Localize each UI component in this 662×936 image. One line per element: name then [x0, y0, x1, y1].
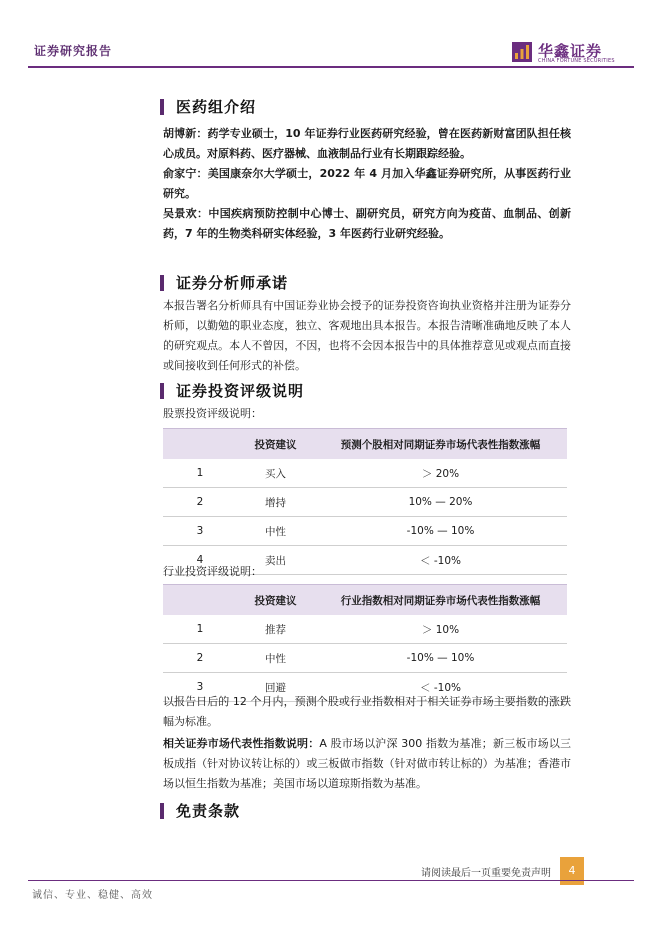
- heading-bar-icon: [160, 99, 164, 115]
- footer-disclaimer-note: 请阅读最后一页重要免责声明: [421, 868, 551, 879]
- row-advice: 增持: [237, 488, 314, 517]
- row-index: 2: [163, 644, 237, 673]
- row-advice: 推荐: [237, 615, 314, 644]
- table-row: [163, 615, 567, 644]
- member-name: 俞家宁：: [163, 167, 208, 180]
- row-range: ＜ -10%: [314, 546, 567, 575]
- footer-divider: [28, 880, 634, 881]
- page-number: 4: [560, 857, 584, 885]
- row-range: -10% — 10%: [314, 644, 567, 673]
- team-member-1: [163, 124, 571, 164]
- row-range: -10% — 10%: [314, 517, 567, 546]
- table-row: [163, 644, 567, 673]
- team-member-2: [163, 164, 571, 204]
- stock-rating-table: [163, 428, 567, 575]
- member-bio: 美国康奈尔大学硕士，2022 年 4 月加入华鑫证券研究所，从事医药行业研究。: [163, 167, 571, 200]
- row-index: 3: [163, 673, 237, 702]
- logo-chinese-name: 华鑫证券: [538, 42, 603, 60]
- heading-bar-icon: [160, 275, 164, 291]
- row-range: ＜ -10%: [314, 673, 567, 702]
- index-description-body: A 股市场以沪深 300 指数为基准；新三板市场以三板成指（针对协议转让标的）或三板做市指数（针对做市转让标的）为基准；香港市场以恒生指数为基准；美国市场以道琼斯指数为基准。: [163, 737, 572, 790]
- row-range: ＞ 20%: [314, 459, 567, 488]
- header-divider: [28, 66, 634, 68]
- row-advice: 卖出: [237, 546, 314, 575]
- index-description: [163, 734, 571, 794]
- pledge-heading-text: 证券分析师承诺: [176, 274, 289, 292]
- table-row: [163, 459, 567, 488]
- header-cell-index: [163, 429, 237, 460]
- heading-bar-icon: [160, 383, 164, 399]
- rating-note: 以报告日后的 12 个月内，预测个股或行业指数相对于相关证券市场主要指数的涨跌幅为标准。: [163, 695, 571, 728]
- footer-slogan: 诚信、专业、稳健、高效: [32, 890, 153, 901]
- team-section-heading: [160, 96, 256, 117]
- pledge-section-heading: [160, 272, 288, 293]
- logo-english-name: CHINA FORTUNE SECURITIES: [538, 58, 615, 64]
- pledge-body: 本报告署名分析师具有中国证券业协会授予的证券投资咨询执业资格并注册为证券分析师，以勤勉的职业态度，独立、客观地出具本报告。本报告清晰准确地反映了本人的研究观点。本人不曾因，不因，也将不会因本报告中的具体推荐意见或观点而直接或间接收到任何形式的补偿。: [163, 299, 571, 372]
- company-logo: [512, 40, 632, 66]
- industry-rating-label: 行业投资评级说明：: [163, 565, 262, 578]
- team-heading-part-b: 组介绍: [208, 98, 257, 116]
- table-header-row: [163, 429, 567, 460]
- team-heading-part-a: 医药: [176, 98, 209, 116]
- table-row: [163, 488, 567, 517]
- row-index: 1: [163, 615, 237, 644]
- disclaimer-heading-text: 免责条款: [176, 802, 241, 820]
- row-advice: 买入: [237, 459, 314, 488]
- row-advice: 回避: [237, 673, 314, 702]
- member-bio: 药学专业硕士，10 年证券行业医药研究经验，曾在医药新财富团队担任核心成员。对原料药、医疗器械、血液制品行业有长期跟踪经验。: [163, 127, 572, 160]
- row-index: 4: [163, 546, 237, 575]
- heading-bar-icon: [160, 803, 164, 819]
- row-index: 1: [163, 459, 237, 488]
- report-type-title: 证券研究报告: [34, 44, 113, 58]
- row-range: 10% — 20%: [314, 488, 567, 517]
- header-cell-index: [163, 585, 237, 616]
- brand-mark-icon: [512, 42, 532, 62]
- header-cell-advice: 投资建议: [237, 429, 314, 460]
- index-description-title: 相关证券市场代表性指数说明：: [163, 737, 320, 750]
- member-name: 吴景欢：: [163, 207, 209, 220]
- member-bio: 中国疾病预防控制中心博士、副研究员，研究方向为疫苗、血制品、创新药，7 年的生物类科研实体经验，3 年医药行业研究经验。: [163, 207, 572, 240]
- row-range: ＞ 10%: [314, 615, 567, 644]
- stock-rating-label: 股票投资评级说明：: [163, 407, 262, 420]
- industry-rating-table: [163, 584, 567, 702]
- rating-section-heading: [160, 380, 304, 401]
- header-cell-range: 行业指数相对同期证券市场代表性指数涨幅: [314, 585, 567, 616]
- rating-heading-text: 证券投资评级说明: [176, 382, 305, 400]
- table-row: [163, 517, 567, 546]
- row-index: 2: [163, 488, 237, 517]
- disclaimer-section-heading: [160, 800, 240, 821]
- header-cell-range: 预测个股相对同期证券市场代表性指数涨幅: [314, 429, 567, 460]
- member-name: 胡博新：: [163, 127, 208, 140]
- table-header-row: [163, 585, 567, 616]
- row-advice: 中性: [237, 644, 314, 673]
- row-index: 3: [163, 517, 237, 546]
- team-member-3: [163, 204, 571, 244]
- row-advice: 中性: [237, 517, 314, 546]
- header-cell-advice: 投资建议: [237, 585, 314, 616]
